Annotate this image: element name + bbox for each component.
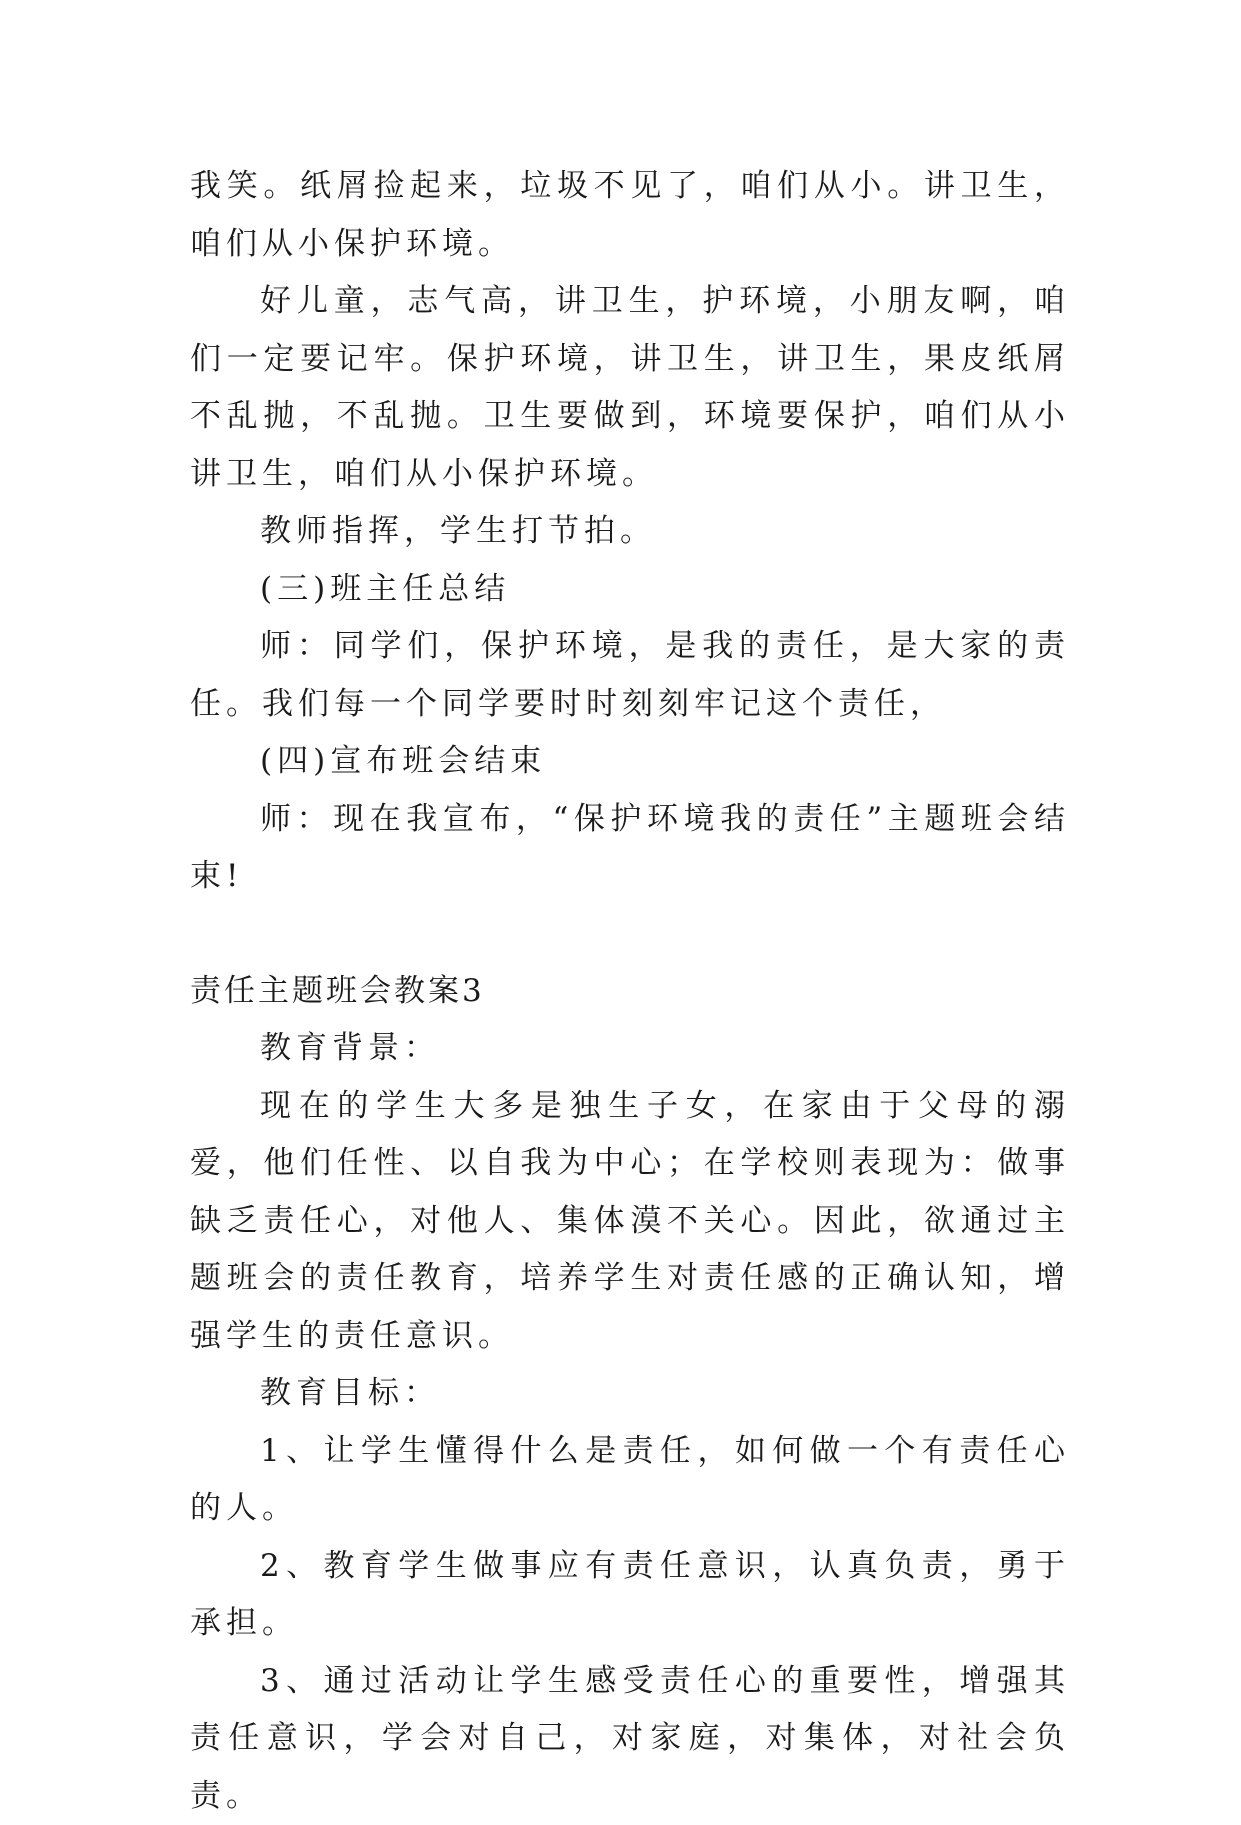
paragraph: 我笑。纸屑捡起来，垃圾不见了，咱们从小。讲卫生，咱们从小保护环境。 xyxy=(190,158,1070,273)
list-item: 1、让学生懂得什么是责任，如何做一个有责任心的人。 xyxy=(190,1423,1070,1538)
list-item: 2、教育学生做事应有责任意识，认真负责，勇于承担。 xyxy=(190,1538,1070,1653)
section-subheading: 教育目标： xyxy=(190,1365,1070,1423)
paragraph: 师：同学们，保护环境，是我的责任，是大家的责任。我们每一个同学要时时刻刻牢记这个责任， xyxy=(190,618,1070,733)
paragraph: 现在的学生大多是独生子女，在家由于父母的溺爱，他们任性、以自我为中心；在学校则表现为：做事缺乏责任心，对他人、集体漠不关心。因此，欲通过主题班会的责任教育，培养学生对责任感的正确认知，增强学生的责任意识。 xyxy=(190,1078,1070,1366)
section-subheading: 教育背景： xyxy=(190,1020,1070,1078)
paragraph: 好儿童，志气高，讲卫生，护环境，小朋友啊，咱们一定要记牢。保护环境，讲卫生，讲卫生，果皮纸屑不乱抛，不乱抛。卫生要做到，环境要保护，咱们从小讲卫生，咱们从小保护环境。 xyxy=(190,273,1070,503)
document-body xyxy=(190,158,1070,1825)
section-title: 责任主题班会教案3 xyxy=(190,963,1070,1021)
section-subheading: (四)宣布班会结束 xyxy=(190,733,1070,791)
list-item: 3、通过活动让学生感受责任心的重要性，增强其责任意识，学会对自己，对家庭，对集体，对社会负责。 xyxy=(190,1653,1070,1825)
section-subheading: (三)班主任总结 xyxy=(190,561,1070,619)
paragraph: 教师指挥，学生打节拍。 xyxy=(190,503,1070,561)
paragraph: 师：现在我宣布，“保护环境我的责任”主题班会结束! xyxy=(190,791,1070,906)
